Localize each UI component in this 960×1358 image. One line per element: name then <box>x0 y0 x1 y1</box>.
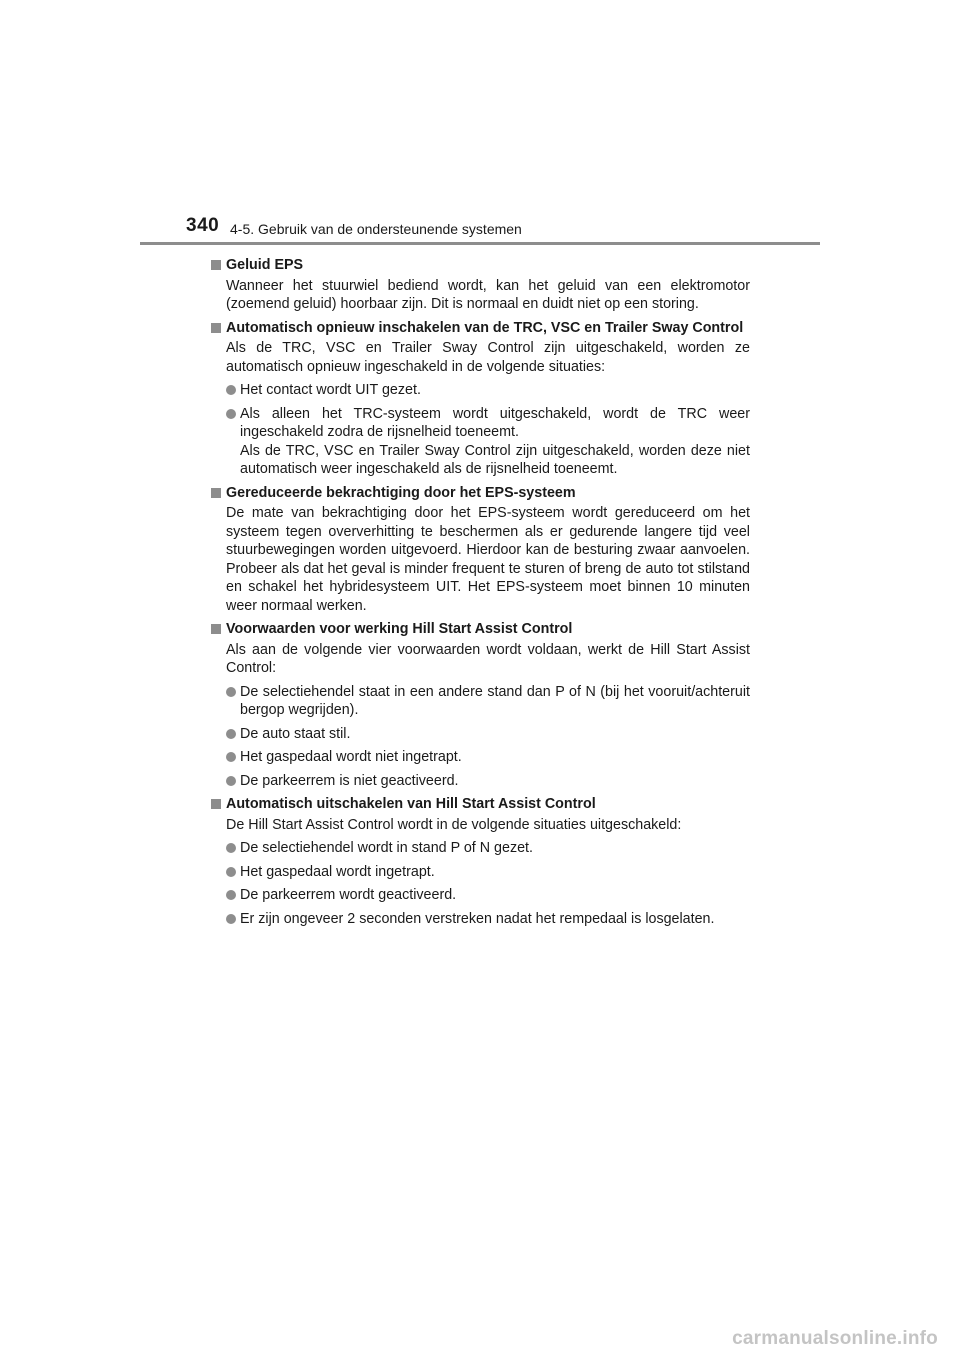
section-heading <box>210 484 750 503</box>
section-heading-text: Geluid EPS <box>226 257 304 273</box>
round-bullet-icon <box>226 687 236 697</box>
list-item <box>210 683 750 720</box>
square-bullet-icon <box>211 260 221 270</box>
round-bullet-icon <box>226 914 236 924</box>
list-item-text: De parkeerrem wordt geactiveerd. <box>240 887 457 903</box>
section-paragraph: Als aan de volgende vier voorwaarden wordt voldaan, werkt de Hill Start Assist Control: <box>226 641 750 676</box>
list-item-note: Als de TRC, VSC en Trailer Sway Control zijn uitgeschakeld, worden deze niet automatisch weer ingeschakeld als de rijsnelheid toeneemt. <box>240 442 750 477</box>
page-header <box>0 0 960 248</box>
list-item-text: Het gaspedaal wordt niet ingetrapt. <box>240 749 462 765</box>
square-bullet-icon <box>211 323 221 333</box>
round-bullet-icon <box>226 843 236 853</box>
page-number: 340 <box>186 215 220 236</box>
section-paragraph: De Hill Start Assist Control wordt in de volgende situaties uitgeschakeld: <box>226 816 682 833</box>
square-bullet-icon <box>211 799 221 809</box>
list-item-text: Er zijn ongeveer 2 seconden verstreken nadat het rempedaal is losgelaten. <box>240 910 715 927</box>
header-divider <box>140 242 820 245</box>
round-bullet-icon <box>226 890 236 900</box>
round-bullet-icon <box>226 729 236 739</box>
section-heading-text: Automatisch opnieuw inschakelen van de TRC, VSC en Trailer Sway Control <box>226 319 744 336</box>
section-paragraph: Als de TRC, VSC en Trailer Sway Control zijn uitgeschakeld, worden ze automatisch opnieuw ingeschakeld in de volgende situaties: <box>226 340 750 375</box>
list-item <box>210 772 750 791</box>
list-item <box>210 839 750 858</box>
section-heading <box>210 256 750 275</box>
list-item-text: De selectiehendel staat in een andere stand dan P of N (bij het vooruit/achteruit bergop wegrijden). <box>240 683 750 718</box>
list-item <box>210 725 750 744</box>
list-item-text: Het contact wordt UIT gezet. <box>240 382 421 398</box>
square-bullet-icon <box>211 624 221 634</box>
section-heading-text: Automatisch uitschakelen van Hill Start Assist Control <box>226 796 596 812</box>
section-automatisch-inschakelen <box>210 319 750 479</box>
list-item <box>210 910 750 929</box>
list-item-text: De parkeerrem is niet geactiveerd. <box>240 772 459 789</box>
list-item-text: Als alleen het TRC-systeem wordt uitgeschakeld, wordt de TRC weer ingeschakeld zodra de rijsnelheid toeneemt. <box>240 405 750 440</box>
section-heading <box>210 319 750 338</box>
section-heading <box>210 620 750 639</box>
round-bullet-icon <box>226 752 236 762</box>
section-geluid-eps <box>210 256 750 314</box>
round-bullet-icon <box>226 867 236 877</box>
page-content <box>210 256 750 933</box>
list-item-text: De selectiehendel wordt in stand P of N gezet. <box>240 840 533 856</box>
round-bullet-icon <box>226 776 236 786</box>
list-item <box>210 405 750 479</box>
list-item-text: Het gaspedaal wordt ingetrapt. <box>240 863 435 880</box>
section-paragraph: De mate van bekrachtiging door het EPS-systeem wordt gereduceerd om het systeem tegen oververhitting te beschermen als er gedurende langere tijd veel stuurbewegingen worden uitgevoerd. Hierdoor kan de besturing zwaar aanvoelen. Probeer als dat het geval is minder frequent te sturen of breng de auto tot stilstand en schakel het hybridesysteem UIT. Het EPS-systeem moet binnen 10 minuten weer normaal werken. <box>226 505 750 614</box>
chapter-title: 4-5. Gebruik van de ondersteunende systemen <box>230 221 522 237</box>
round-bullet-icon <box>226 409 236 419</box>
section-heading-text: Gereduceerde bekrachtiging door het EPS-systeem <box>226 484 576 501</box>
list-item-text: De auto staat stil. <box>240 725 351 742</box>
list-item <box>210 748 750 767</box>
square-bullet-icon <box>211 488 221 498</box>
section-heading <box>210 795 750 814</box>
section-heading-text: Voorwaarden voor werking Hill Start Assist Control <box>226 621 573 637</box>
section-paragraph: Wanneer het stuurwiel bediend wordt, kan het geluid van een elektromotor (zoemend geluid) hoorbaar zijn. Dit is normaal en duidt niet op een storing. <box>226 277 750 312</box>
list-item <box>210 381 750 400</box>
list-item <box>210 886 750 905</box>
section-gereduceerde-bekrachtiging <box>210 484 750 616</box>
section-automatisch-uitschakelen <box>210 795 750 928</box>
list-item <box>210 863 750 882</box>
round-bullet-icon <box>226 385 236 395</box>
section-voorwaarden-hill-start <box>210 620 750 790</box>
site-watermark: carmanualsonline.info <box>732 1328 938 1349</box>
